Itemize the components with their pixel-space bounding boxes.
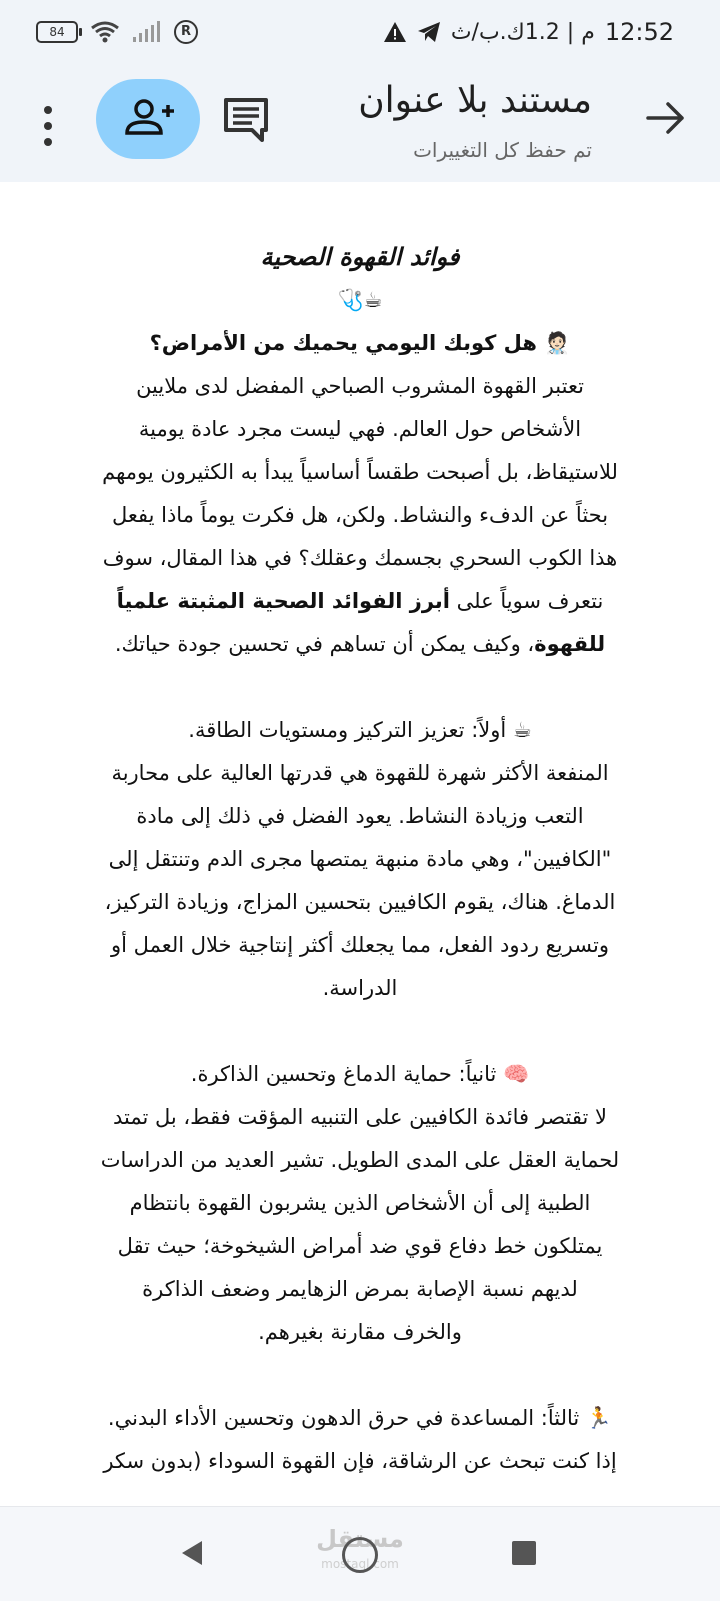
- comments-button[interactable]: [218, 92, 274, 148]
- intro-text: نتعرف سوياً على: [449, 589, 604, 613]
- intro-line: [50, 623, 670, 666]
- intro-highlight: أبرز الفوائد الصحية المثبتة علمياً: [116, 589, 450, 613]
- section-line: لا تقتصر فائدة الكافيين على التنبيه المؤقت فقط، بل تمتد: [112, 1105, 608, 1129]
- status-icons-right: [383, 18, 674, 46]
- paragraph-gap: [50, 666, 670, 709]
- intro-line: الأشخاص حول العالم. فهي ليست مجرد عادة يومية: [138, 417, 582, 441]
- nav-recents-icon[interactable]: [512, 1541, 536, 1565]
- section-line: لديهم نسبة الإصابة بمرض الزهايمر وضعف الذاكرة: [142, 1277, 578, 1301]
- section-line: والخرف مقارنة بغيرهم.: [258, 1320, 462, 1344]
- intro-highlight: للقهوة: [534, 632, 606, 656]
- section-heading: ☕ أولاً: تعزيز التركيز ومستويات الطاقة.: [188, 718, 532, 742]
- article-title: فوائد القهوة الصحية: [260, 243, 460, 271]
- battery-level: 84: [49, 25, 65, 39]
- watermark-url: mostaql.com: [321, 1557, 399, 1571]
- intro-line: هذا الكوب السحري بجسمك وعقلك؟ في هذا المقال، سوف: [102, 546, 618, 570]
- more-vert-icon: [30, 96, 66, 156]
- section-line: "الكافيين"، وهي مادة منبهة يمتصها مجرى الدم وتنتقل إلى: [108, 847, 612, 871]
- section-heading: 🧠 ثانياً: حماية الدماغ وتحسين الذاكرة.: [190, 1062, 530, 1086]
- paragraph-gap: [50, 1354, 670, 1397]
- clock: 12:52: [604, 18, 674, 46]
- status-bar: [0, 0, 720, 70]
- document-body[interactable]: [50, 236, 670, 1506]
- nav-home-icon[interactable]: [342, 1537, 378, 1573]
- add-person-icon: [96, 79, 200, 159]
- section-line: الدماغ. هناك، يقوم الكافيين بتحسين المزاج، وزيادة التركيز،: [104, 890, 616, 914]
- battery-icon: [36, 21, 78, 43]
- section-line: المنفعة الأكثر شهرة للقهوة هي قدرتها العالية على محاربة: [111, 761, 609, 785]
- section-line: إذا كنت تبحث عن الرشاقة، فإن القهوة السوداء (بدون سكر: [103, 1449, 617, 1473]
- section-line: الطبية إلى أن الأشخاص الذين يشربون القهوة بانتظام: [129, 1191, 591, 1215]
- signal-icon: [132, 21, 162, 43]
- alert-icon: [383, 21, 407, 43]
- more-options-button[interactable]: [30, 96, 66, 156]
- intro-text: ، وكيف يمكن أن تساهم في تحسين جودة حياتك.: [114, 632, 535, 656]
- paragraph-gap: [50, 1010, 670, 1053]
- back-arrow-icon: [642, 94, 690, 142]
- section-line: وتسريع ردود الفعل، مما يجعلك أكثر إنتاجية خلال العمل أو: [111, 933, 609, 957]
- save-status: تم حفظ كل التغييرات: [413, 138, 592, 162]
- app-toolbar: [0, 70, 720, 182]
- section-heading: 🏃 ثالثاً: المساعدة في حرق الدهون وتحسين الأداء البدني.: [107, 1406, 613, 1430]
- wifi-icon: [90, 21, 120, 43]
- intro-line: [50, 580, 670, 623]
- comment-icon: [218, 92, 274, 148]
- intro-line: بحثاً عن الدفء والنشاط. ولكن، هل فكرت يوماً ماذا يفعل: [111, 503, 609, 527]
- section-line: التعب وزيادة النشاط. يعود الفضل في ذلك إلى مادة: [136, 804, 584, 828]
- system-nav-bar: [0, 1506, 720, 1601]
- article-question: 🧑🏻‍⚕️ هل كوبك اليومي يحميك من الأمراض؟: [149, 331, 571, 355]
- watermark: مستقل: [316, 1525, 404, 1553]
- status-icons-left: [36, 20, 198, 44]
- network-speed: م | 1.2ك.ب/ث: [450, 19, 595, 45]
- nav-back-icon[interactable]: [180, 1540, 204, 1566]
- registered-icon: R: [174, 20, 198, 44]
- document-title[interactable]: مستند بلا عنوان: [358, 80, 592, 121]
- section-line: يمتلكون خط دفاع قوي ضد أمراض الشيخوخة؛ حيث تقل: [117, 1234, 603, 1258]
- intro-line: تعتبر القهوة المشروب الصباحي المفضل لدى ملايين: [136, 374, 584, 398]
- intro-line: للاستيقاظ، بل أصبحت طقساً أساسياً يبدأ به الكثيرون يومهم: [102, 460, 618, 484]
- back-button[interactable]: [642, 94, 690, 142]
- telegram-icon: [417, 21, 441, 43]
- title-emojis: ☕🩺: [337, 288, 383, 312]
- section-line: لحماية العقل على المدى الطويل. تشير العديد من الدراسات: [100, 1148, 620, 1172]
- section-line: الدراسة.: [322, 976, 398, 1000]
- share-button[interactable]: [96, 79, 200, 159]
